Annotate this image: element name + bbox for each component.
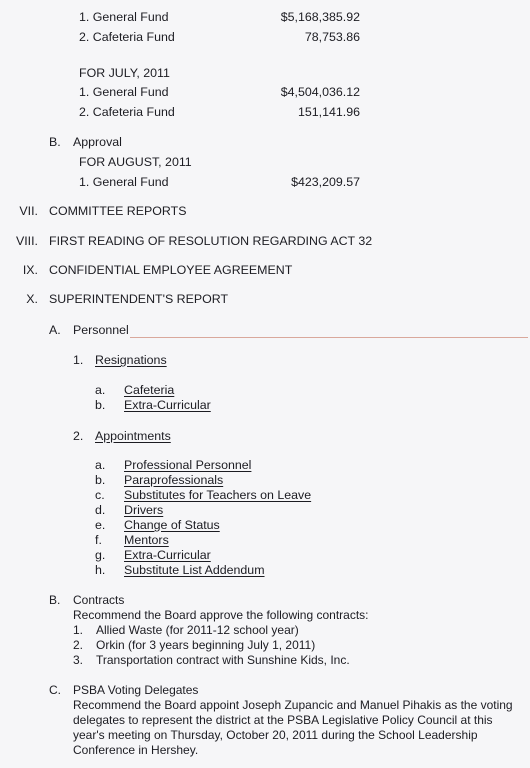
fund-label: 1. General Fund <box>79 175 169 189</box>
approval-title: Approval <box>73 135 122 149</box>
contract-item: Transportation contract with Sunshine Kids, Inc. <box>96 653 350 667</box>
psba-text-line: delegates to represent the district at the PSBA Legislative Policy Council at this <box>73 713 493 727</box>
list-item: Mentors <box>124 533 169 547</box>
contract-number: 1. <box>73 623 84 637</box>
list-item: Extra-Curricular <box>124 548 211 562</box>
contracts-letter: B. <box>49 593 61 607</box>
fund-label: 1. General Fund <box>79 85 169 99</box>
edit-marker-line <box>130 337 528 338</box>
list-letter: g. <box>95 548 106 562</box>
appointments-number: 2. <box>73 429 84 443</box>
list-item: Extra-Curricular <box>124 398 211 412</box>
contracts-title: Contracts <box>73 593 125 607</box>
august-heading: FOR AUGUST, 2011 <box>79 155 192 169</box>
list-item: Drivers <box>124 503 164 517</box>
fund-amount: $5,168,385.92 <box>280 10 360 24</box>
section-title: COMMITTEE REPORTS <box>49 204 187 218</box>
contract-item: Orkin (for 3 years beginning July 1, 2011) <box>96 638 316 652</box>
july-heading: FOR JULY, 2011 <box>79 66 170 80</box>
list-item: Substitute List Addendum <box>124 563 265 577</box>
list-item: Substitutes for Teachers on Leave <box>124 488 312 502</box>
list-letter: c. <box>95 488 105 502</box>
fund-amount: 151,141.96 <box>297 105 360 119</box>
fund-amount: $4,504,036.12 <box>280 85 360 99</box>
fund-amount: $423,209.57 <box>291 175 360 189</box>
psba-text-line: Recommend the Board appoint Joseph Zupancic and Manuel Pihakis as the voting <box>73 698 513 712</box>
fund-label: 2. Cafeteria Fund <box>79 105 175 119</box>
list-letter: d. <box>95 503 106 517</box>
list-letter: f. <box>95 533 102 547</box>
list-letter: e. <box>95 518 106 532</box>
resignations-title: Resignations <box>95 353 167 367</box>
contract-item: Allied Waste (for 2011-12 school year) <box>96 623 299 637</box>
psba-title: PSBA Voting Delegates <box>73 683 199 697</box>
section-numeral: VII. <box>19 204 38 218</box>
list-item: Change of Status <box>124 518 220 532</box>
section-title: SUPERINTENDENT'S REPORT <box>49 292 229 306</box>
section-title: CONFIDENTIAL EMPLOYEE AGREEMENT <box>49 263 293 277</box>
list-item: Professional Personnel <box>124 458 252 472</box>
resignations-number: 1. <box>73 353 84 367</box>
section-numeral: X. <box>26 292 38 306</box>
fund-label: 1. General Fund <box>79 10 169 24</box>
list-letter: b. <box>95 398 106 412</box>
personnel-letter: A. <box>49 323 61 337</box>
section-numeral: VIII. <box>15 234 38 248</box>
list-item: Cafeteria <box>124 383 175 397</box>
fund-label: 2. Cafeteria Fund <box>79 30 175 44</box>
psba-text-line: year's meeting on Thursday, October 20, 2011 during the School Leadership <box>73 728 478 742</box>
section-title: FIRST READING OF RESOLUTION REGARDING ACT 32 <box>49 234 373 248</box>
contracts-intro: Recommend the Board approve the following contracts: <box>73 608 369 622</box>
appointments-title: Appointments <box>95 429 171 443</box>
list-letter: a. <box>95 383 106 397</box>
list-item: Paraprofessionals <box>124 473 224 487</box>
fund-amount: 78,753.86 <box>304 30 360 44</box>
psba-letter: C. <box>49 683 61 697</box>
list-letter: a. <box>95 458 106 472</box>
psba-text-line: Conference in Hershey. <box>73 743 199 757</box>
personnel-title: Personnel <box>73 323 129 337</box>
contract-number: 3. <box>73 653 84 667</box>
list-letter: h. <box>95 563 106 577</box>
section-numeral: IX. <box>22 263 38 277</box>
contract-number: 2. <box>73 638 84 652</box>
approval-letter: B. <box>49 135 61 149</box>
list-letter: b. <box>95 473 106 487</box>
